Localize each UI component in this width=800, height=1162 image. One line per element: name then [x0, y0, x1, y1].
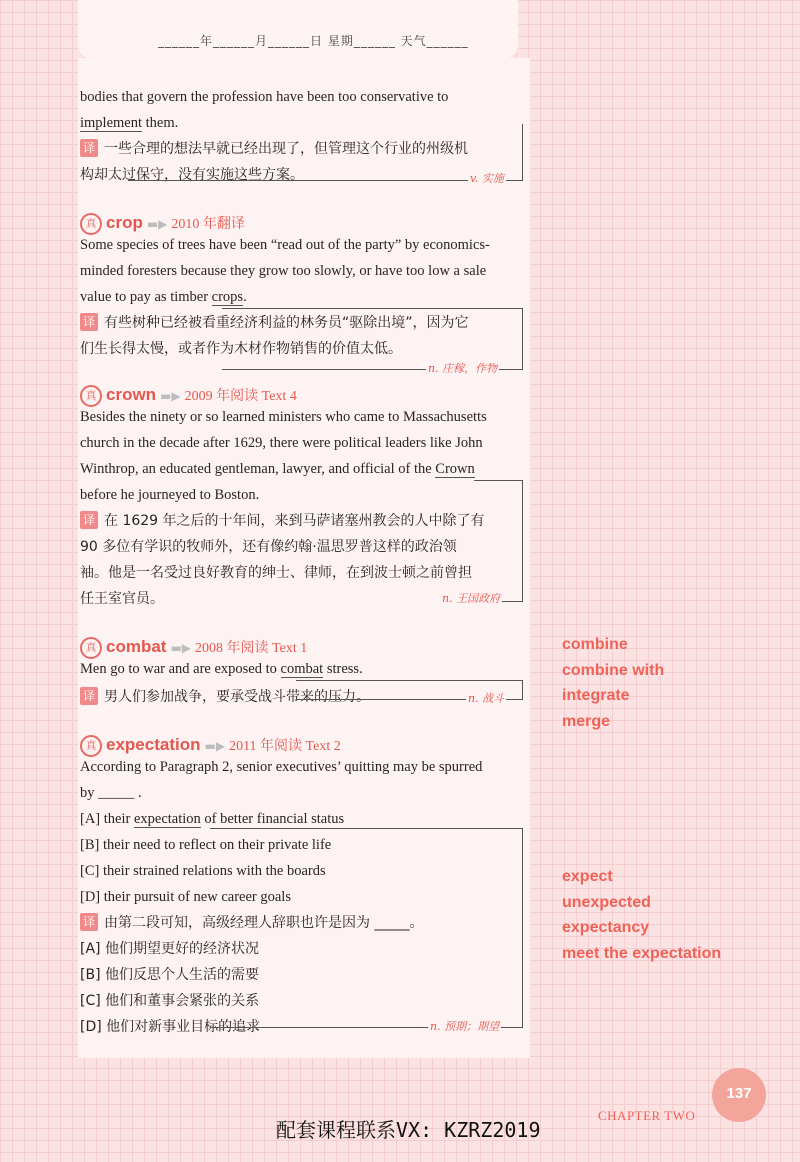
intro-line-1: bodies that govern the profession have been too conservative to	[80, 89, 449, 105]
headword-combat: combat	[106, 637, 167, 656]
entry-source: 2010 年翻译	[171, 217, 245, 232]
crown-line-2: church in the decade after 1629, there were political leaders like John	[80, 435, 483, 451]
zhen-icon: 真	[80, 735, 102, 757]
translation-badge: 译	[80, 511, 98, 529]
combat-translation: 译 男人们参加战争，要承受战斗带来的压力。	[80, 684, 370, 710]
crown-pos-label: n. 王国政府	[442, 592, 501, 605]
keyword-crops: crops	[211, 289, 244, 305]
crop-translation-1: 译 有些树种已经被看重经济利益的林务员“驱除出境”，因为它	[80, 310, 469, 336]
related-words-expectation	[562, 864, 721, 966]
combat-line-1: Men go to war and are exposed to combat stress.	[80, 661, 363, 677]
translation-option-d: [D] 他们对新事业目标的追求	[80, 1019, 261, 1035]
entry-source: 2011 年阅读 Text 2	[229, 739, 341, 754]
expectation-translation-q: 译 由第二段可知，高级经理人辞职也许是因为 _____。	[80, 910, 423, 936]
keyword-combat: combat	[280, 661, 324, 677]
crown-bracket	[474, 480, 523, 602]
option-d: [D] their pursuit of new career goals	[80, 889, 291, 905]
option-b: [B] their need to reflect on their private life	[80, 837, 332, 853]
crop-line-3: value to pay as timber crops.	[80, 289, 247, 305]
keyword-crown: Crown	[435, 461, 475, 477]
zhen-icon: 真	[80, 637, 102, 659]
zhen-icon: 真	[80, 385, 102, 407]
zhen-icon: 真	[80, 213, 102, 235]
translation-option-b: [B] 他们反思个人生活的需要	[80, 967, 259, 983]
arrow-icon: ▬▶	[146, 217, 168, 231]
related-word: merge	[562, 712, 611, 730]
crown-line-1: Besides the ninety or so learned ministers who came to Massachusetts	[80, 409, 487, 425]
translation-badge: 译	[80, 687, 98, 705]
page-number-badge: 137	[712, 1068, 766, 1122]
related-word: meet the expectation	[562, 944, 722, 962]
expectation-pos-label: n. 预期；期望	[430, 1020, 500, 1033]
related-word: integrate	[562, 687, 630, 704]
expectation-line-2: by _____ .	[80, 785, 142, 801]
crop-line-2: minded foresters because they grow too slowly, or have too low a sale	[80, 263, 487, 279]
keyword-expectation: expectation	[133, 811, 201, 827]
translation-badge: 译	[80, 913, 98, 931]
keyword-implement: implement	[80, 115, 143, 131]
entry-source: 2009 年阅读 Text 4	[184, 389, 297, 404]
intro-bracket	[128, 124, 523, 181]
crop-translation-2: 们生长得太慢，或者作为木材作物销售的价值太低。	[80, 341, 402, 357]
crown-line-4: before he journeyed to Boston.	[80, 487, 260, 503]
related-word: expectancy	[562, 919, 650, 936]
translation-option-a: [A] 他们期望更好的经济状况	[80, 941, 259, 957]
chapter-label: CHAPTER TWO	[598, 1108, 696, 1123]
combat-pos-label: n. 战斗	[468, 692, 505, 705]
related-word: combine	[562, 636, 628, 653]
arrow-icon: ▬▶	[160, 389, 181, 403]
crown-translation-2: 90 多位有学识的牧师外，还有像约翰·温思罗普这样的政治领	[80, 539, 457, 555]
related-word: combine with	[562, 661, 665, 679]
translation-option-c: [C] 他们和董事会紧张的关系	[80, 993, 260, 1009]
headword-crown: crown	[106, 385, 157, 404]
translation-badge: 译	[80, 313, 98, 331]
related-words-combat	[562, 632, 664, 734]
crown-translation-4: 任王室官员。	[80, 591, 164, 607]
watermark-text: 配套课程联系VX: KZRZ2019	[276, 1118, 541, 1142]
intro-translation-2: 构却太过保守，没有实施这些方案。	[80, 167, 304, 183]
expectation-bracket	[210, 828, 523, 1028]
arrow-icon: ▬▶	[170, 641, 192, 655]
crop-pos-label: n. 庄稼，作物	[428, 362, 498, 375]
crown-translation-1: 译 在 1629 年之后的十年间，来到马萨诸塞州教会的人中除了有	[80, 508, 485, 534]
expectation-line-1: According to Paragraph 2, senior executives’ quitting may be spurred	[80, 759, 483, 775]
related-word: expect	[562, 868, 613, 885]
header-bar	[78, 0, 518, 58]
translation-badge: 译	[80, 139, 98, 157]
arrow-icon: ▬▶	[204, 739, 226, 753]
related-word: unexpected	[562, 893, 651, 911]
headword-crop: crop	[106, 213, 143, 232]
option-c: [C] their strained relations with the boards	[80, 863, 326, 879]
option-a: [A] their expectation of better financial status	[80, 811, 345, 827]
entry-source: 2008 年阅读 Text 1	[195, 641, 308, 656]
crown-translation-3: 袖。他是一名受过良好教育的绅士、律师，在到波士顿之前曾担	[80, 565, 472, 581]
intro-line-2: implement them.	[80, 115, 179, 131]
date-line: ______年______月______日 星期______ 天气______	[158, 34, 469, 48]
crop-line-1: Some species of trees have been “read out of the party” by economics-	[80, 237, 490, 253]
intro-translation-1: 译 一些合理的想法早就已经出现了，但管理这个行业的州级机	[80, 136, 468, 162]
crown-line-3: Winthrop, an educated gentleman, lawyer, and official of the Crown	[80, 461, 475, 477]
intro-pos-label: v. 实施	[470, 172, 504, 185]
headword-expectation: expectation	[106, 735, 201, 754]
